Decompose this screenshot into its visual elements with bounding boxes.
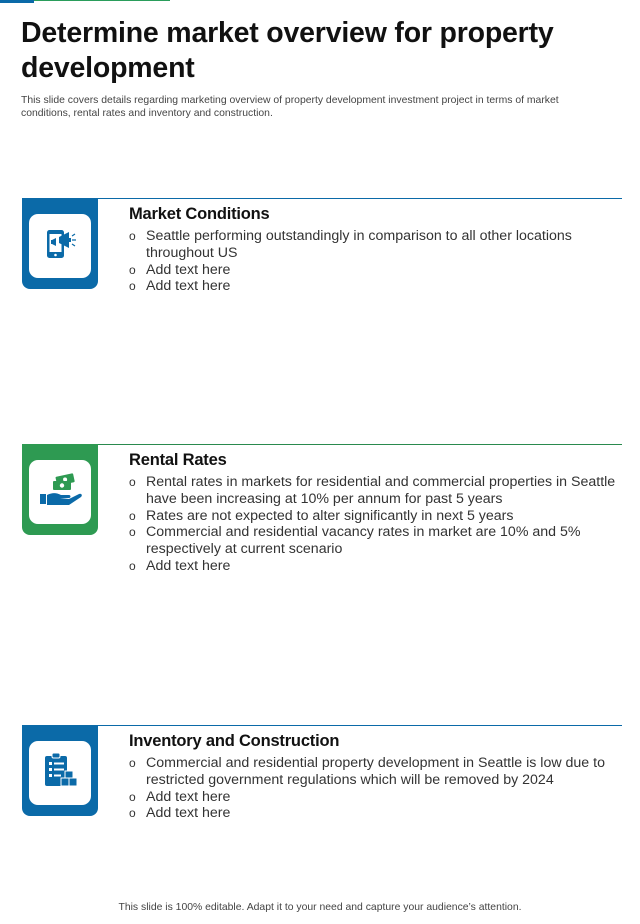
mobile-marketing-icon (43, 227, 77, 266)
section-divider (22, 198, 622, 199)
list-item: o Add text here (129, 558, 619, 575)
list-item: o Seattle performing outstandingly in comparison to all other locations throughout US (129, 228, 619, 262)
section-icon-tile (22, 725, 98, 816)
page-title: Determine market overview for property development (21, 17, 554, 84)
list-item: o Add text here (129, 805, 619, 822)
bullet-list (129, 474, 619, 575)
section-icon-tile (22, 198, 98, 289)
bullet-list (129, 755, 619, 822)
list-item: o Add text here (129, 278, 619, 295)
section-heading: Rental Rates (129, 451, 227, 469)
inventory-clipboard-icon (41, 751, 79, 796)
list-item: o Add text here (129, 789, 619, 806)
bullet-list (129, 228, 619, 295)
list-item: o Rental rates in markets for residential and commercial properties in Seattle have been increasing at 10% per annum for past 5 years (129, 474, 619, 508)
page-subtitle: This slide covers details regarding marketing overview of property development investment project in terms of market conditions, rental rates and inventory and construction. (21, 95, 559, 119)
section-icon-tile (22, 444, 98, 535)
list-item: o Commercial and residential property development in Seattle is low due to restricted government regulations which will be removed by 2024 (129, 755, 619, 789)
section-heading: Market Conditions (129, 205, 270, 223)
section-divider (22, 725, 622, 726)
footer-note: This slide is 100% editable. Adapt it to your need and capture your audience’s attention. (118, 902, 522, 913)
list-item: o Add text here (129, 262, 619, 279)
list-item: o Commercial and residential vacancy rates in market are 10% and 5% respectively at current scenario (129, 524, 619, 558)
money-in-hand-icon (37, 473, 83, 512)
list-item: o Rates are not expected to alter significantly in next 5 years (129, 508, 619, 525)
section-divider (22, 444, 622, 445)
section-heading: Inventory and Construction (129, 732, 340, 750)
top-accent-bar (0, 0, 170, 3)
